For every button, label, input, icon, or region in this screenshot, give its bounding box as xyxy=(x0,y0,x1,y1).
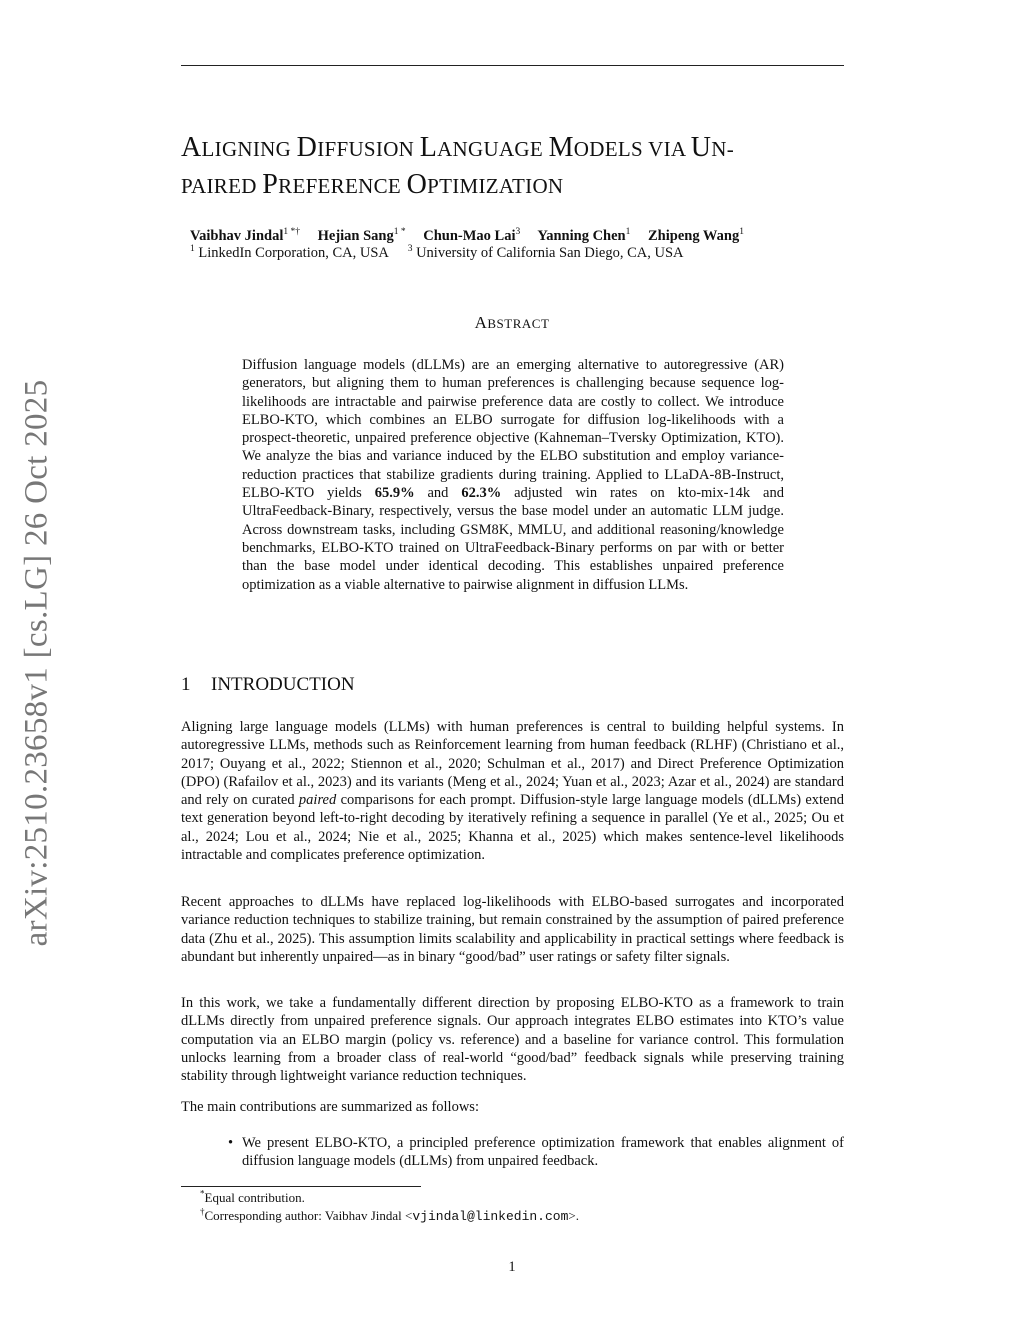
section-heading: 1 INTRODUCTION xyxy=(181,674,355,695)
bullet-icon: • xyxy=(228,1135,234,1151)
affiliation: $^1$ LinkedIn Corporation, CA, USA xyxy=(190,244,389,261)
paper-title xyxy=(181,130,851,204)
author: Hejian Sang$^{1 *}$ xyxy=(317,227,406,244)
intro-paragraph-4: The main contributions are summarized as follows: xyxy=(181,1099,479,1115)
win-rate-kto: 65.9% xyxy=(374,485,415,502)
author-list xyxy=(190,228,758,245)
top-rule xyxy=(181,65,844,66)
footnote-equal-contribution: *Equal contribution. xyxy=(200,1188,305,1205)
affiliation-list xyxy=(190,245,684,262)
intro-paragraph-2: Recent approaches to dLLMs have replaced log-likelihoods with ELBO-based surrogates and incorporated variance reduction techniques to stabilize training, but remain constrained by the assumption of paired preference data (Zhu et al., 2025). This assumption limits scalability and applicability in practical settings where feedback is abundant but inherently unpaired—as in binary “good/bad” user ratings or safety filter signals. xyxy=(181,894,844,965)
email-link[interactable]: vjindal@linkedin.com xyxy=(412,1209,569,1224)
win-rate-ultrafeedback: 62.3% xyxy=(461,485,502,502)
contribution-bullet: • We present ELBO-KTO, a principled preference optimization framework that enables alignment of diffusion language models (dLLMs) from unpaired feedback. xyxy=(228,1135,844,1170)
author: Zhipeng Wang$^1$ xyxy=(647,227,744,244)
author: Vaibhav Jindal$^{1 *\dagger}$ xyxy=(190,227,300,244)
author: Yanning Chen$^1$ xyxy=(537,227,631,244)
intro-paragraph-1: Aligning large language models (LLMs) with human preferences is central to building helpful systems. In autoregressive LLMs, methods such as Reinforcement learning from human feedback (RLHF) (Christiano et al., 2017; Ouyang et al., 2022; Stiennon et al., 2020; Schulman et al., 2017) and Direct Preference Optimization (DPO) (Rafailov et al., 2023) and its variants (Meng et al., 2024; Yuan et al., 2023; Azar et al., 2024) are standard and rely on curated paired comparisons for each prompt. Diffusion-style large language models (dLLMs) extend text generation beyond left-to-right decoding by iteratively refining a sequence in parallel (Ye et al., 2025; Ou et al., 2024; Lou et al., 2024; Nie et al., 2025; Khanna et al., 2025) which makes sentence-level likelihoods intractable and complicates preference optimization. xyxy=(181,719,844,864)
arxiv-sidebar-stamp: arXiv:2510.23658v1 [cs.LG] 26 Oct 2025 xyxy=(18,379,55,947)
title-line-1: ALIGNING DIFFUSION LANGUAGE MODELS VIA UN- xyxy=(181,132,735,163)
title-line-2: PAIRED PREFERENCE OPTIMIZATION xyxy=(181,169,564,200)
page-number: 1 xyxy=(508,1259,516,1275)
intro-paragraph-3: In this work, we take a fundamentally different direction by proposing ELBO-KTO as a framework to train dLLMs directly from unpaired preference signals. Our approach integrates ELBO estimates into KTO’s value computation via an ELBO margin (policy vs. reference) and a baseline for variance control. This formulation unlocks learning from a broader class of real-world “good/bad” feedback signals while preserving training stability through lightweight variance reduction techniques. xyxy=(181,995,844,1085)
footnote-rule xyxy=(181,1186,421,1187)
affiliation: $^3$ University of California San Diego, CA, USA xyxy=(407,244,684,261)
author: Chun-Mao Lai$^3$ xyxy=(423,227,521,244)
footnote-corresponding-author: †Corresponding author: Vaibhav Jindal <vjindal@linkedin.com>. xyxy=(200,1206,579,1224)
abstract-heading: ABSTRACT xyxy=(474,313,550,332)
abstract-body: Diffusion language models (dLLMs) are an emerging alternative to autoregressive (AR) generators, but aligning them to human preferences is challenging because sequence log-likelihoods are intractable and pairwise preference data are costly to collect. We introduce ELBO-KTO, which combines an ELBO surrogate for diffusion log-likelihoods with a prospect-theoretic, unpaired preference objective (Kahneman–Tversky Optimization, KTO). We analyze the bias and variance induced by the ELBO substitution and employ variance-reduction practices that stabilize gradients during training. Applied to LLaDA-8B-Instruct, ELBO-KTO yields 65.9% and 62.3% adjusted win rates on kto-mix-14k and UltraFeedback-Binary, respectively, versus the base model under an automatic LLM judge. Across downstream tasks, including GSM8K, MMLU, and additional reasoning/knowledge benchmarks, ELBO-KTO trained on UltraFeedback-Binary performs on par with or better than the base model under identical decoding. This establishes unpaired preference optimization as a viable alternative to pairwise alignment in diffusion LLMs. xyxy=(242,357,784,593)
